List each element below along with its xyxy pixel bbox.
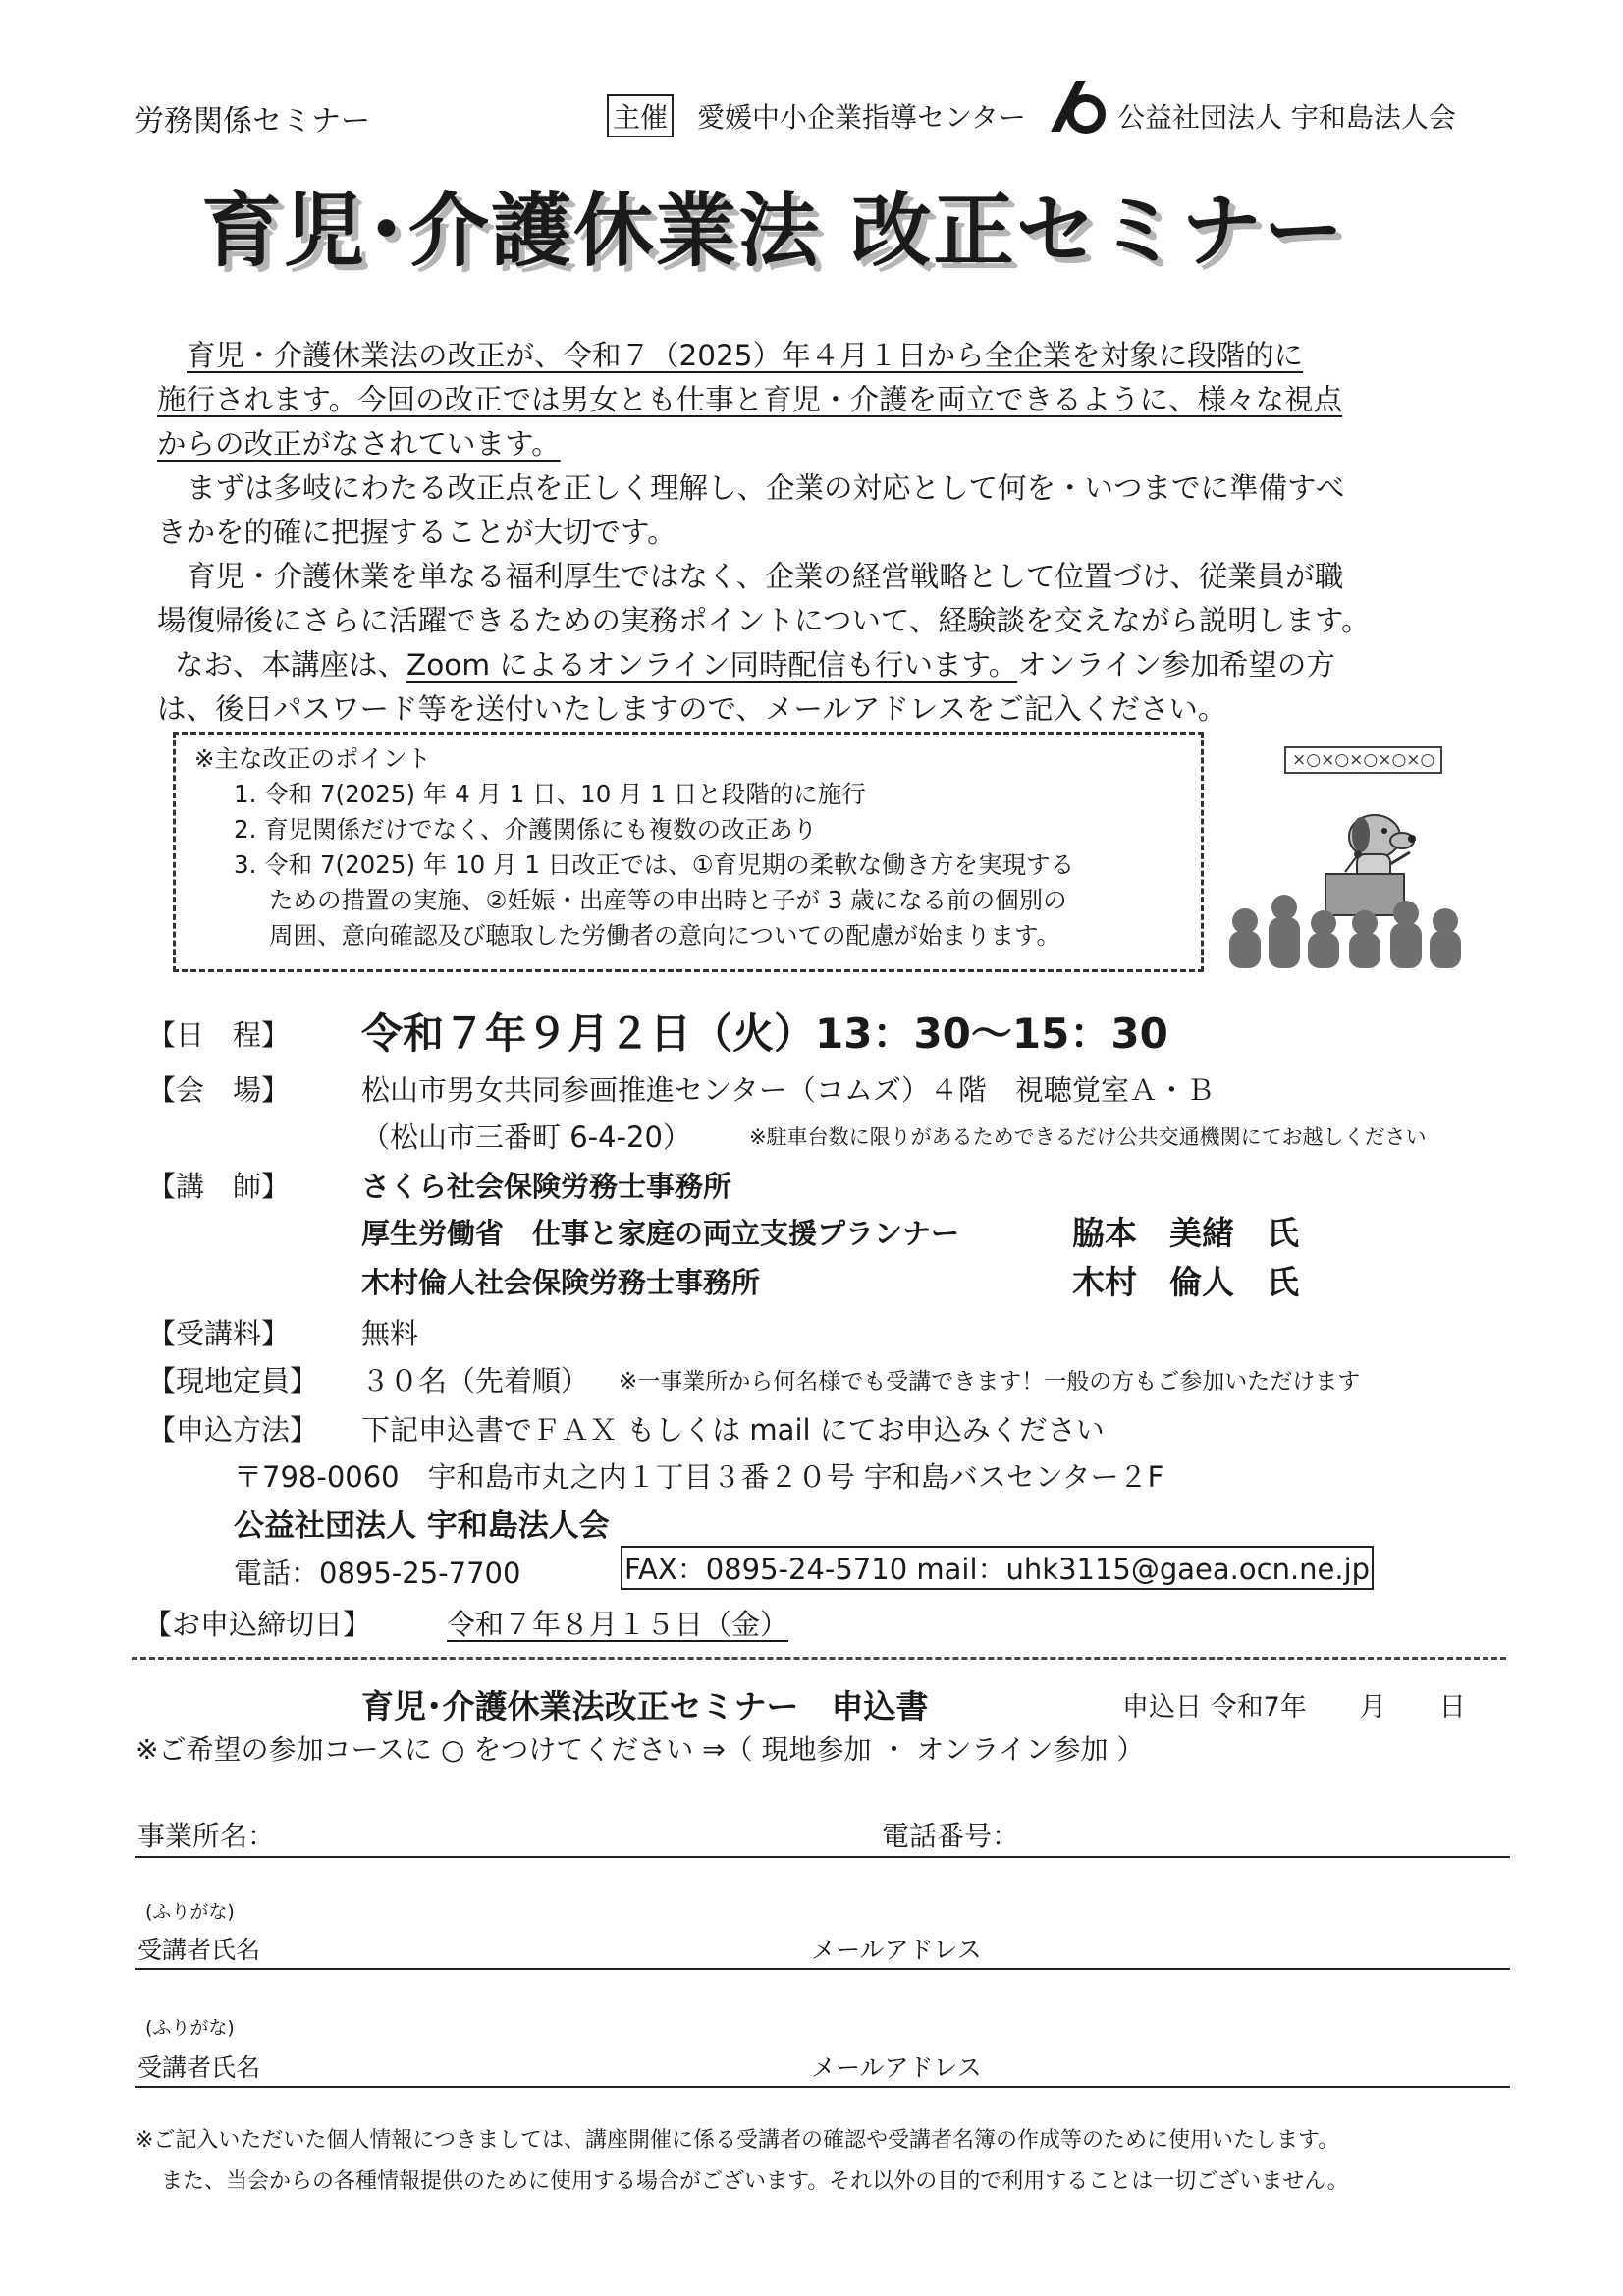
illustration-sign: ×○×○×○×○×○	[1284, 746, 1442, 774]
intro-line: は、後日パスワード等を送付いたしますので、メールアドレスをご記入ください。	[157, 692, 1227, 726]
intro-line: まずは多岐にわたる改正点を正しく理解し、企業の対応として何を・いつまでに準備すべ	[187, 471, 1345, 505]
lecturer-org-1: さくら社会保険労務士事務所	[361, 1170, 732, 1203]
key-point-item: ための措置の実施、②妊娠・出産等の申出時と子が 3 歳になる前の個別の	[269, 886, 1067, 914]
lecturer-title-1: 厚生労働省 仕事と家庭の両立支援プランナー	[361, 1217, 960, 1250]
company-field-line[interactable]	[135, 1856, 1510, 1858]
lecturer-name-1: 脇本 美緒 氏	[1072, 1214, 1299, 1252]
online-notice: Zoom によるオンライン同時配信も行います。	[406, 648, 1018, 682]
apply-label: 【申込方法】	[147, 1413, 319, 1447]
apply-value: 下記申込書でＦＡＸ もしくは mail にてお申込みください	[361, 1413, 1105, 1447]
lecturer-name-2: 木村 倫人 氏	[1072, 1263, 1299, 1301]
key-point-item: 1. 令和 7(2025) 年 4 月 1 日、10 月 1 日と段階的に施行	[234, 780, 866, 808]
company-label: 事業所名：	[137, 1820, 276, 1852]
organizer-logo-icon	[1047, 77, 1109, 136]
email-label: メールアドレス	[811, 2053, 982, 2082]
venue-value: 松山市男女共同参画推進センター（コムズ）４階 視聴覚室Ａ・Ｂ	[361, 1073, 1215, 1107]
organizer-1: 愛媛中小企業指導センター	[697, 101, 1026, 134]
furigana-label: (ふりがな)	[145, 1901, 235, 1923]
capacity-label: 【現地定員】	[147, 1364, 319, 1397]
attendee-2-field-line[interactable]	[135, 2086, 1510, 2088]
venue-label: 【会 場】	[147, 1073, 291, 1107]
email-label: メールアドレス	[811, 1936, 982, 1964]
postal-address: 〒798-0060 宇和島市丸之内１丁目３番２０号 宇和島バスセンター２F	[234, 1460, 1164, 1494]
lecturer-label: 【講 師】	[147, 1170, 291, 1203]
contact-tel: 電話：0895-25-7700	[234, 1557, 521, 1590]
privacy-notice-2: また、当会からの各種情報提供のために使用する場合がございます。それ以外の目的で利用することは一切ございません。	[161, 2169, 1349, 2194]
key-point-item: 2. 育児関係だけでなく、介護関係にも複数の改正あり	[234, 815, 818, 844]
form-date: 申込日 令和7年 月 日	[1122, 1692, 1466, 1722]
cut-line	[132, 1657, 1506, 1660]
furigana-label: (ふりがな)	[145, 2017, 235, 2039]
intro-line: 育児・介護休業法の改正が、令和７（2025）年４月１日から全企業を対象に段階的に	[187, 339, 1304, 372]
attendee-label: 受講者氏名	[137, 2053, 261, 2082]
fee-value: 無料	[361, 1317, 419, 1350]
capacity-note: ※一事業所から何名様でも受講できます！一般の方もご参加いただけます	[619, 1369, 1361, 1394]
key-points	[194, 741, 1074, 954]
intro-line: からの改正がなされています。	[157, 427, 561, 461]
intro-block	[157, 334, 1370, 732]
page-title: 育児･介護休業法 改正セミナー	[201, 185, 1346, 278]
org-name: 公益社団法人 宇和島法人会	[234, 1508, 610, 1544]
form-title: 育児･介護休業法改正セミナー 申込書	[361, 1687, 929, 1725]
fee-label: 【受講料】	[147, 1317, 291, 1350]
deadline-label: 【お申込締切日】	[143, 1608, 372, 1641]
key-point-item: 3. 令和 7(2025) 年 10 月 1 日改正では、①育児期の柔軟な働き方を実現する	[234, 850, 1075, 879]
date-label: 【日 程】	[147, 1018, 291, 1052]
venue-address: （松山市三番町 6-4-20）	[361, 1121, 691, 1154]
organizer-2: 公益社団法人 宇和島法人会	[1117, 101, 1456, 134]
intro-line: 施行されます。今回の改正では男女とも仕事と育児・介護を両立できるように、様々な視点	[157, 383, 1343, 416]
deadline-value: 令和７年８月１５日（金）	[447, 1608, 789, 1641]
intro-line: 場復帰後にさらに活躍できるための実務ポイントについて、経験談を交えながら説明します。	[157, 604, 1371, 637]
organizer-label: 主催	[607, 94, 674, 137]
contact-fax-mail: FAX：0895-24-5710 mail：uhk3115@gaea.ocn.ne.jp	[621, 1546, 1374, 1590]
attendee-1-field-line[interactable]	[135, 1968, 1510, 1970]
course-note: ※ご希望の参加コースに ○ をつけてください ⇒（ 現地参加 ・ オンライン参加 ）	[135, 1733, 1145, 1766]
lecturer-org-2: 木村倫人社会保険労務士事務所	[361, 1266, 761, 1299]
phone-label: 電話番号：	[882, 1820, 1020, 1852]
lecture-illustration	[1227, 776, 1473, 972]
attendee-label: 受講者氏名	[137, 1936, 261, 1964]
venue-note: ※駐車台数に限りがあるためできるだけ公共交通機関にてお越しください	[749, 1125, 1427, 1149]
key-points-heading: ※主な改正のポイント	[194, 744, 432, 773]
intro-line: きかを的確に把握することが大切です。	[157, 516, 676, 549]
seminar-date: 令和７年９月２日（火）13：30〜15：30	[361, 1010, 1168, 1058]
capacity-value: ３０名（先着順）	[361, 1364, 590, 1397]
intro-line: なお、本講座は、	[175, 648, 407, 682]
key-point-item: 周囲、意向確認及び聴取した労働者の意向についての配慮が始まります。	[269, 921, 1061, 950]
intro-line: 育児・介護休業を単なる福利厚生ではなく、企業の経営戦略として位置づけ、従業員が職	[187, 560, 1344, 593]
privacy-notice-1: ※ご記入いただいた個人情報につきましては、講座開催に係る受講者の確認や受講者名簿の作成等のために使用いたします。	[135, 2128, 1340, 2153]
intro-line: オンライン参加希望の方	[1017, 648, 1335, 682]
seminar-series: 労務関係セミナー	[135, 104, 370, 138]
